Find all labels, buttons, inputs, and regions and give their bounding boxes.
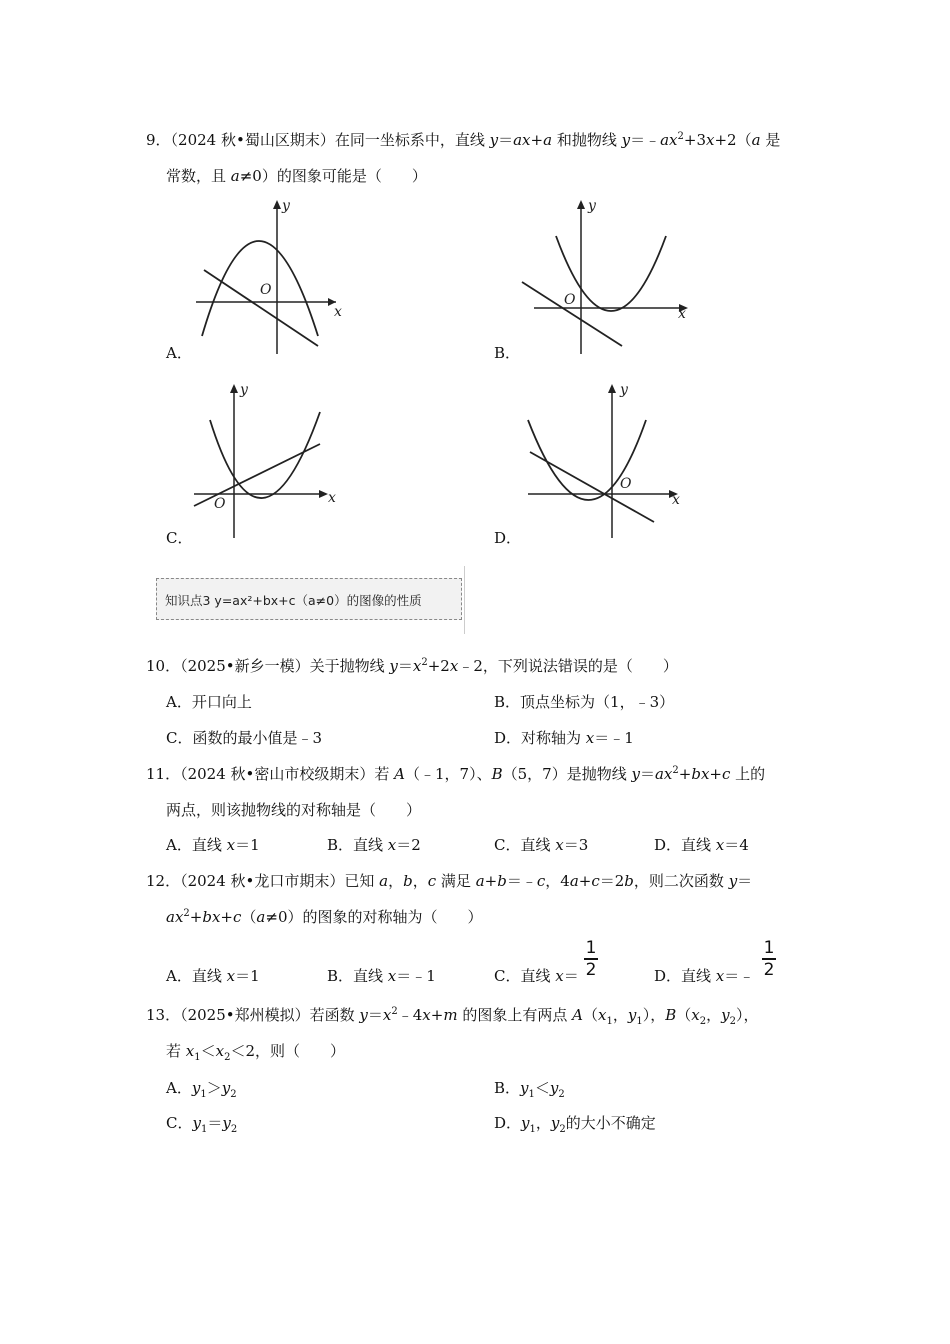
question-10-stem: 10．（2025•新乡一模）关于抛物线 $y=x^2+2x﹣2$，下列说法错误的是（ ） — [146, 657, 678, 675]
svg-text:x: x — [328, 490, 336, 506]
question-10-option-b: B．顶点坐标为（1，﹣3） — [494, 693, 675, 711]
svg-text:x: x — [334, 304, 342, 320]
question-12-option-c: C．直线 x＝ — [494, 967, 579, 985]
question-11-option-a: A．直线 x＝1 — [166, 836, 260, 854]
question-13-line-2: 若 $x_1<x_2<2$，则（ ） — [166, 1042, 346, 1063]
question-10-option-d: D．对称轴为 x＝﹣1 — [494, 729, 634, 747]
parabola — [210, 412, 320, 498]
question-11-line-2: 两点，则该抛物线的对称轴是（ ） — [166, 801, 422, 819]
question-13-option-a: A．$y_1>y_2$ — [166, 1079, 237, 1100]
option-d-label: D． — [494, 529, 522, 547]
option-a-label: A． — [166, 344, 192, 362]
fraction-one-half-d: 1 2 — [763, 938, 775, 980]
line — [530, 452, 654, 522]
svg-text:x: x — [678, 306, 686, 322]
option-b-label: B． — [494, 344, 521, 362]
divider — [464, 566, 465, 634]
knowledge-point-title: 知识点3 y=ax²+bx+c（a≠0）的图像的性质 — [165, 593, 422, 608]
question-11-option-c: C．直线 x＝3 — [494, 836, 589, 854]
question-11-option-d: D．直线 x＝4 — [654, 836, 749, 854]
question-11-line-1: 11．（2024 秋•密山市校级期末）若 A（﹣1，7）、B（5，7）是抛物线 $y=ax^2+bx+c$ 上的 — [146, 765, 766, 783]
svg-text:x: x — [672, 492, 680, 508]
svg-text:O: O — [620, 476, 632, 492]
svg-text:O: O — [214, 496, 226, 512]
question-13-option-b: B．$y_1<y_2$ — [494, 1079, 565, 1100]
svg-text:y: y — [588, 198, 596, 214]
svg-text:O: O — [564, 292, 576, 308]
knowledge-point-box — [156, 578, 462, 620]
question-13-option-c: C．$y_1=y_2$ — [166, 1114, 238, 1135]
question-10-option-c: C．函数的最小值是﹣3 — [166, 729, 323, 747]
question-12-option-a: A．直线 x＝1 — [166, 967, 260, 985]
graph-option-d — [516, 380, 696, 540]
svg-text:O: O — [260, 282, 272, 298]
question-10-option-a: A．开口向上 — [166, 693, 252, 711]
question-12-line-2: $ax^2+bx+c(a\ne 0)$的图象的对称轴为（ ） — [166, 908, 483, 926]
graph-option-c — [190, 380, 350, 540]
question-9-line-1: 9．（2024 秋•蜀山区期末）在同一坐标系中，直线 y＝ax+a 和抛物线 $y=﹣ax^2+3x+2(a$ 是 — [146, 131, 781, 149]
graph-option-b — [516, 196, 696, 356]
graph-option-a — [190, 196, 350, 356]
question-13-line-1: 13．（2025•郑州模拟）若函数 $y=x^2﹣4x+m$ 的图象上有两点 $A(x_1$，$y_1$），$B(x_2$，$y_2$）， — [146, 1006, 759, 1027]
question-12-line-1: 12．（2024 秋•龙口市期末）已知 a，b，c 满足 a+b＝﹣c，4a+c＝2b，则二次函数 y＝ — [146, 872, 753, 890]
svg-text:y: y — [620, 382, 628, 398]
question-9-line-2: 常数，且 a≠0）的图象可能是（ ） — [166, 167, 427, 185]
fraction-one-half-c: 1 2 — [585, 938, 597, 980]
question-12-option-d: D．直线 x＝﹣ — [654, 967, 755, 985]
svg-text:y: y — [240, 382, 248, 398]
question-11-option-b: B．直线 x＝2 — [327, 836, 421, 854]
question-12-option-b: B．直线 x＝﹣1 — [327, 967, 436, 985]
option-c-label: C． — [166, 529, 193, 547]
svg-text:y: y — [282, 198, 290, 214]
question-13-option-d: D．$y_1$，$y_2$的大小不确定 — [494, 1114, 656, 1135]
